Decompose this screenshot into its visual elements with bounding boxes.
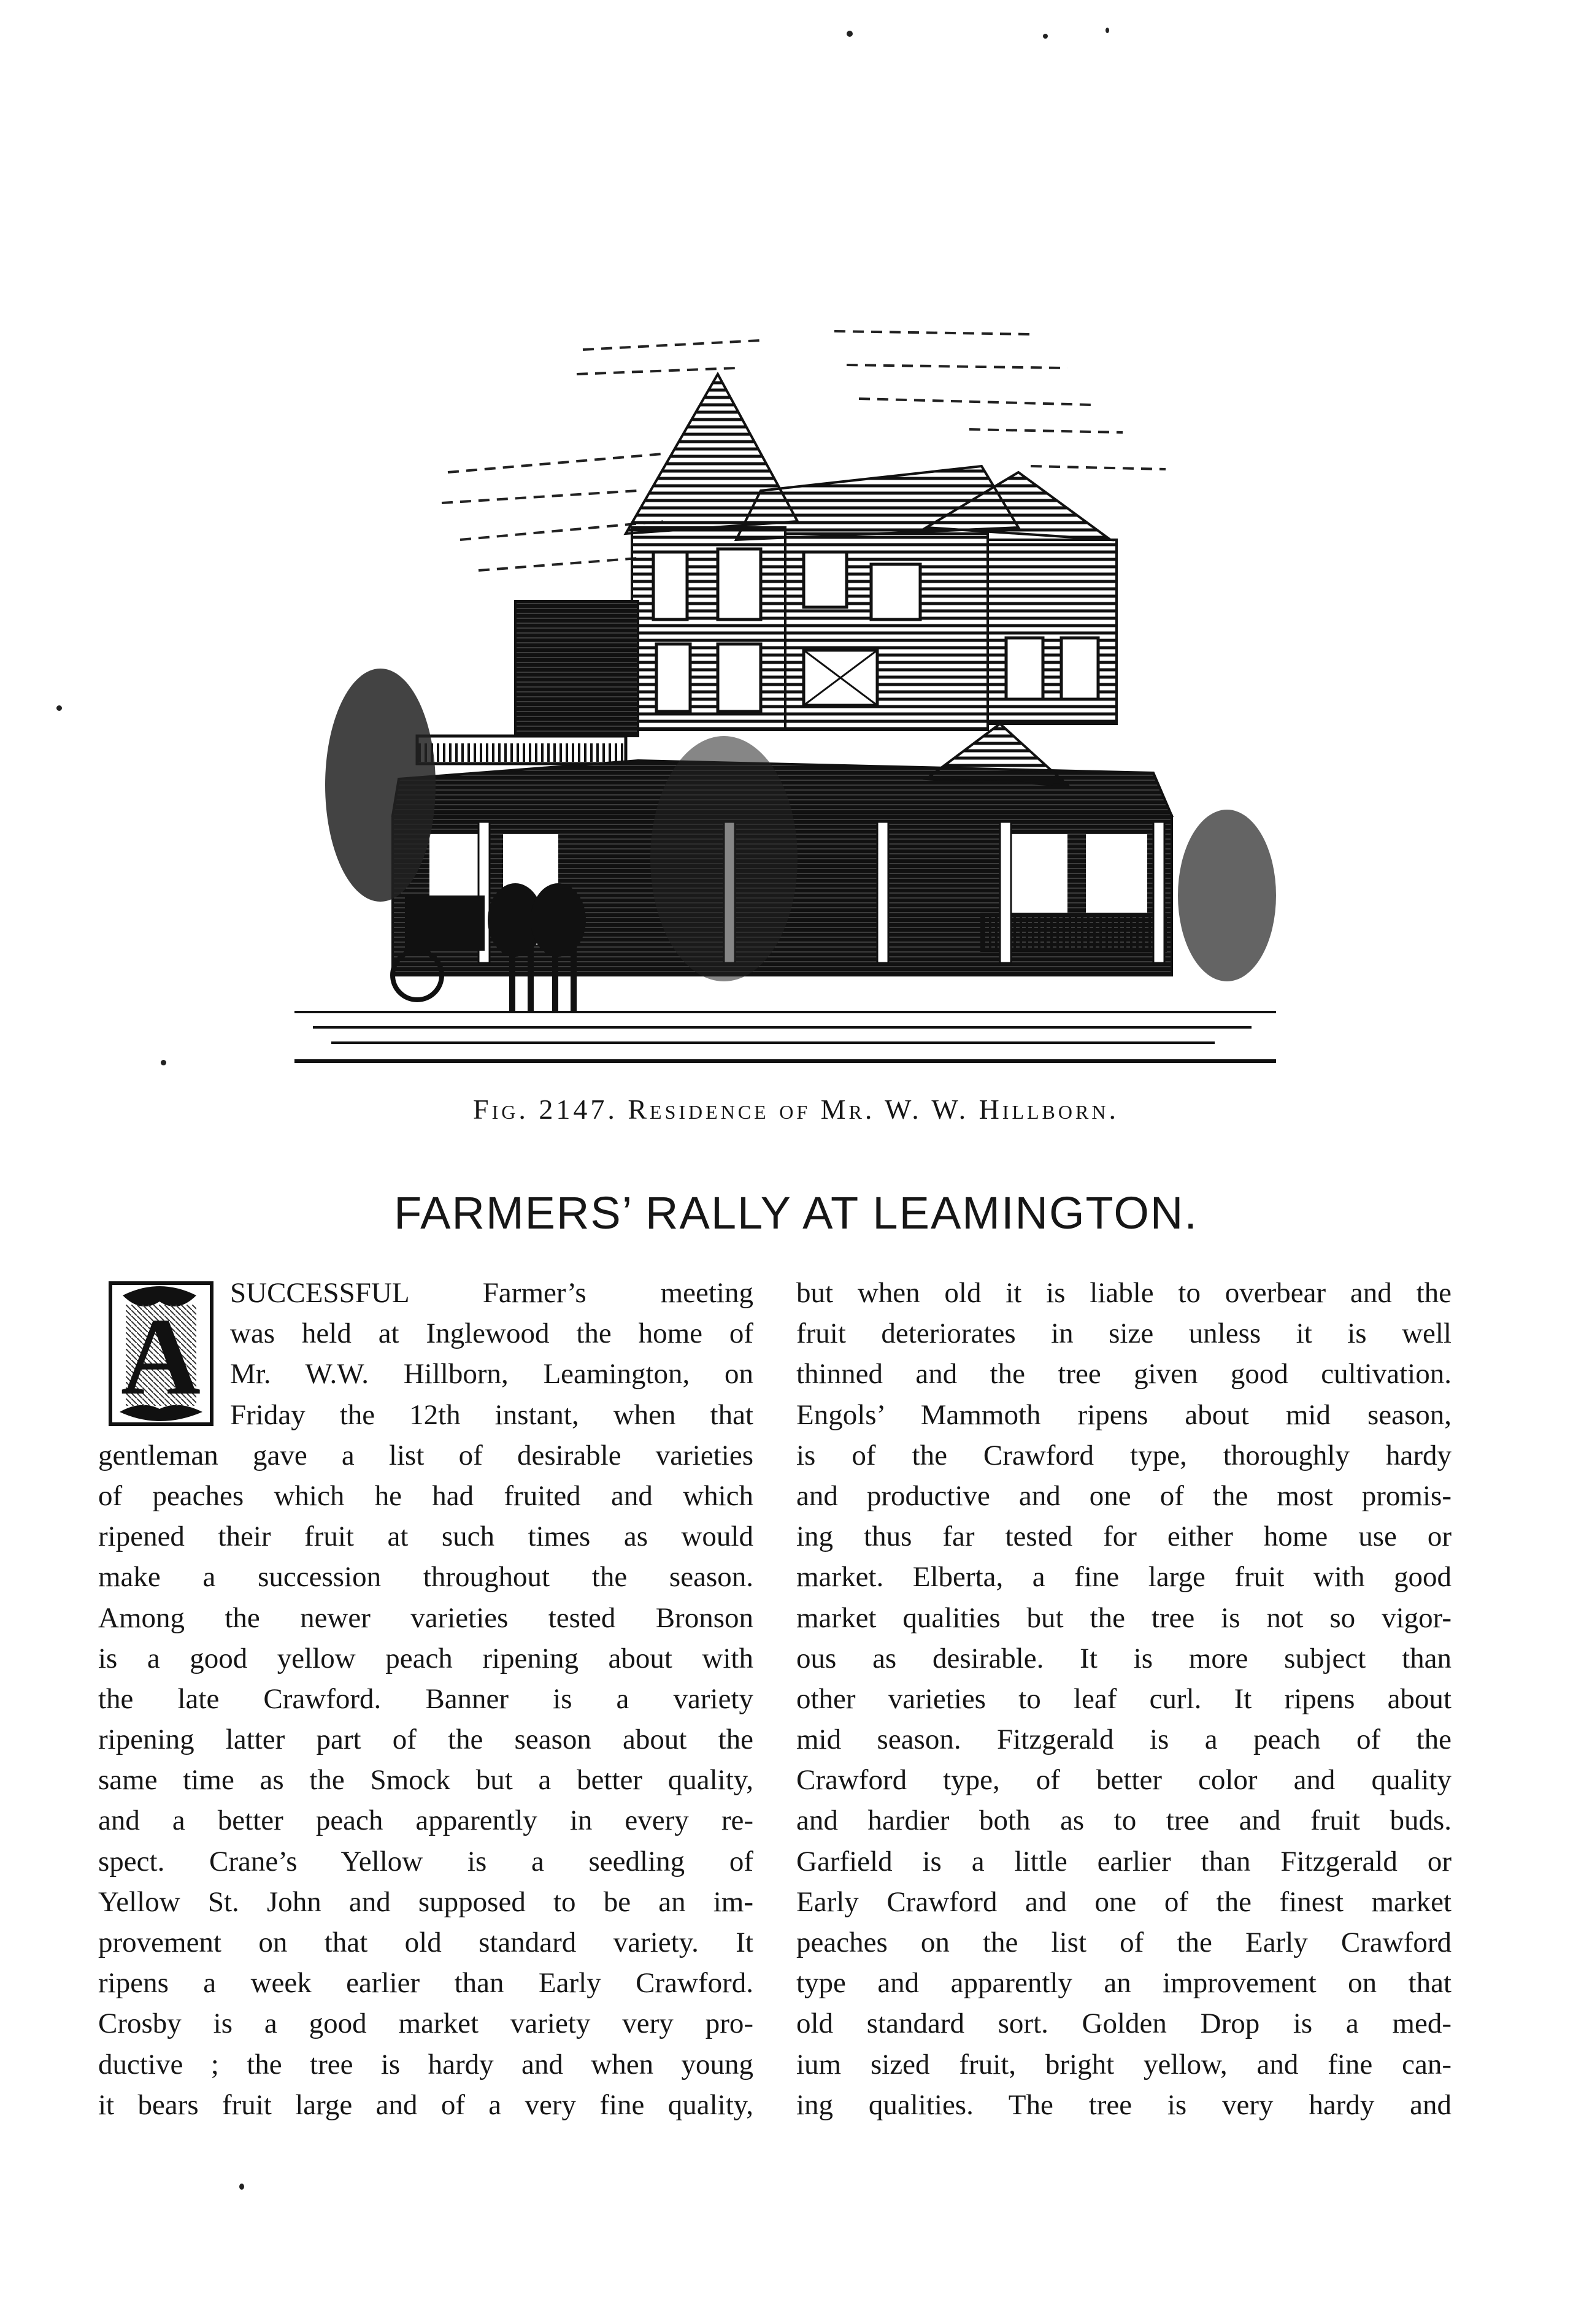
text-line: mid season. Fitzgerald is a peach of the [796,1724,1452,1756]
text-line: Early Crawford and one of the finest market [796,1885,1452,1918]
drop-cap-letter: A [121,1295,201,1417]
text-line: provement on that old standard variety. It [98,1927,753,1958]
print-speck [239,2184,244,2190]
text-line: Crosby is a good market variety very pro- [98,2008,753,2040]
text-line: was held at Inglewood the home of [230,1317,753,1350]
text-line: ductive ; the tree is hardy and when young [98,2048,753,2080]
text-line: SUCCESSFUL Farmer’s meeting [230,1277,753,1309]
text-line: ripened their fruit at such times as would [98,1521,753,1553]
text-line: spect. Crane’s Yellow is a seedling of [98,1845,753,1877]
print-speck [1106,28,1109,33]
text-line: and hardier both as to tree and fruit buds. [796,1804,1452,1837]
left-column [98,1273,753,2125]
text-line: gentleman gave a list of desirable varieties [98,1439,753,1471]
text-line: but when old it is liable to overbear and the [796,1277,1452,1309]
residence-illustration [294,307,1276,1080]
text-line: is of the Crawford type, thoroughly hardy [796,1439,1452,1471]
text-line: Yellow St. John and supposed to be an im- [98,1885,753,1918]
text-line: the late Crawford. Banner is a variety [98,1682,753,1715]
text-line: type and apparently an improvement on that [796,1967,1452,2000]
text-line: ripening latter part of the season about the [98,1724,753,1756]
text-line: ium sized fruit, bright yellow, and fine can- [796,2048,1452,2080]
text-line: ing qualities. The tree is very hardy and [796,2088,1452,2121]
article-title: FARMERS’ RALLY AT LEAMINGTON. [394,1187,1198,1238]
text-line: other varieties to leaf curl. It ripens about [796,1682,1452,1715]
print-speck [56,705,62,711]
text-line: old standard sort. Golden Drop is a med- [796,2008,1452,2040]
text-line: Friday the 12th instant, when that [230,1398,753,1431]
text-line: Mr. W.W. Hillborn, Leamington, on [230,1358,753,1390]
text-line: ripens a week earlier than Early Crawford. [98,1967,753,2000]
text-line: ous as desirable. It is more subject than [796,1642,1452,1674]
figure-caption: Fig. 2147. Residence of Mr. W. W. Hillborn. [473,1094,1119,1125]
text-line: Among the newer varieties tested Bronson [98,1601,753,1634]
text-line: fruit deteriorates in size unless it is well [796,1317,1452,1350]
text-line: ing thus far tested for either home use or [796,1521,1452,1553]
text-line: it bears fruit large and of a very fine quality, [98,2088,753,2121]
text-line: of peaches which he had fruited and which [98,1479,753,1512]
text-line: is a good yellow peach ripening about with [98,1642,753,1674]
right-column [796,1273,1452,2125]
text-line: market. Elberta, a fine large fruit with good [796,1561,1452,1593]
text-line: Engols’ Mammoth ripens about mid season, [796,1398,1452,1431]
text-line: same time as the Smock but a better quality, [98,1764,753,1797]
text-line: peaches on the list of the Early Crawford [796,1927,1452,1958]
text-line: and productive and one of the most promis- [796,1479,1452,1512]
print-speck [847,31,853,37]
text-line: Crawford type, of better color and quality [796,1764,1452,1797]
print-speck [1043,34,1048,39]
text-line: Garfield is a little earlier than Fitzgerald or [796,1845,1452,1877]
text-line: thinned and the tree given good cultivation. [796,1358,1452,1390]
print-speck [161,1060,166,1065]
text-line: market qualities but the tree is not so vigor- [796,1601,1452,1634]
text-line: and a better peach apparently in every re- [98,1804,753,1837]
text-line: make a succession throughout the season. [98,1561,753,1593]
